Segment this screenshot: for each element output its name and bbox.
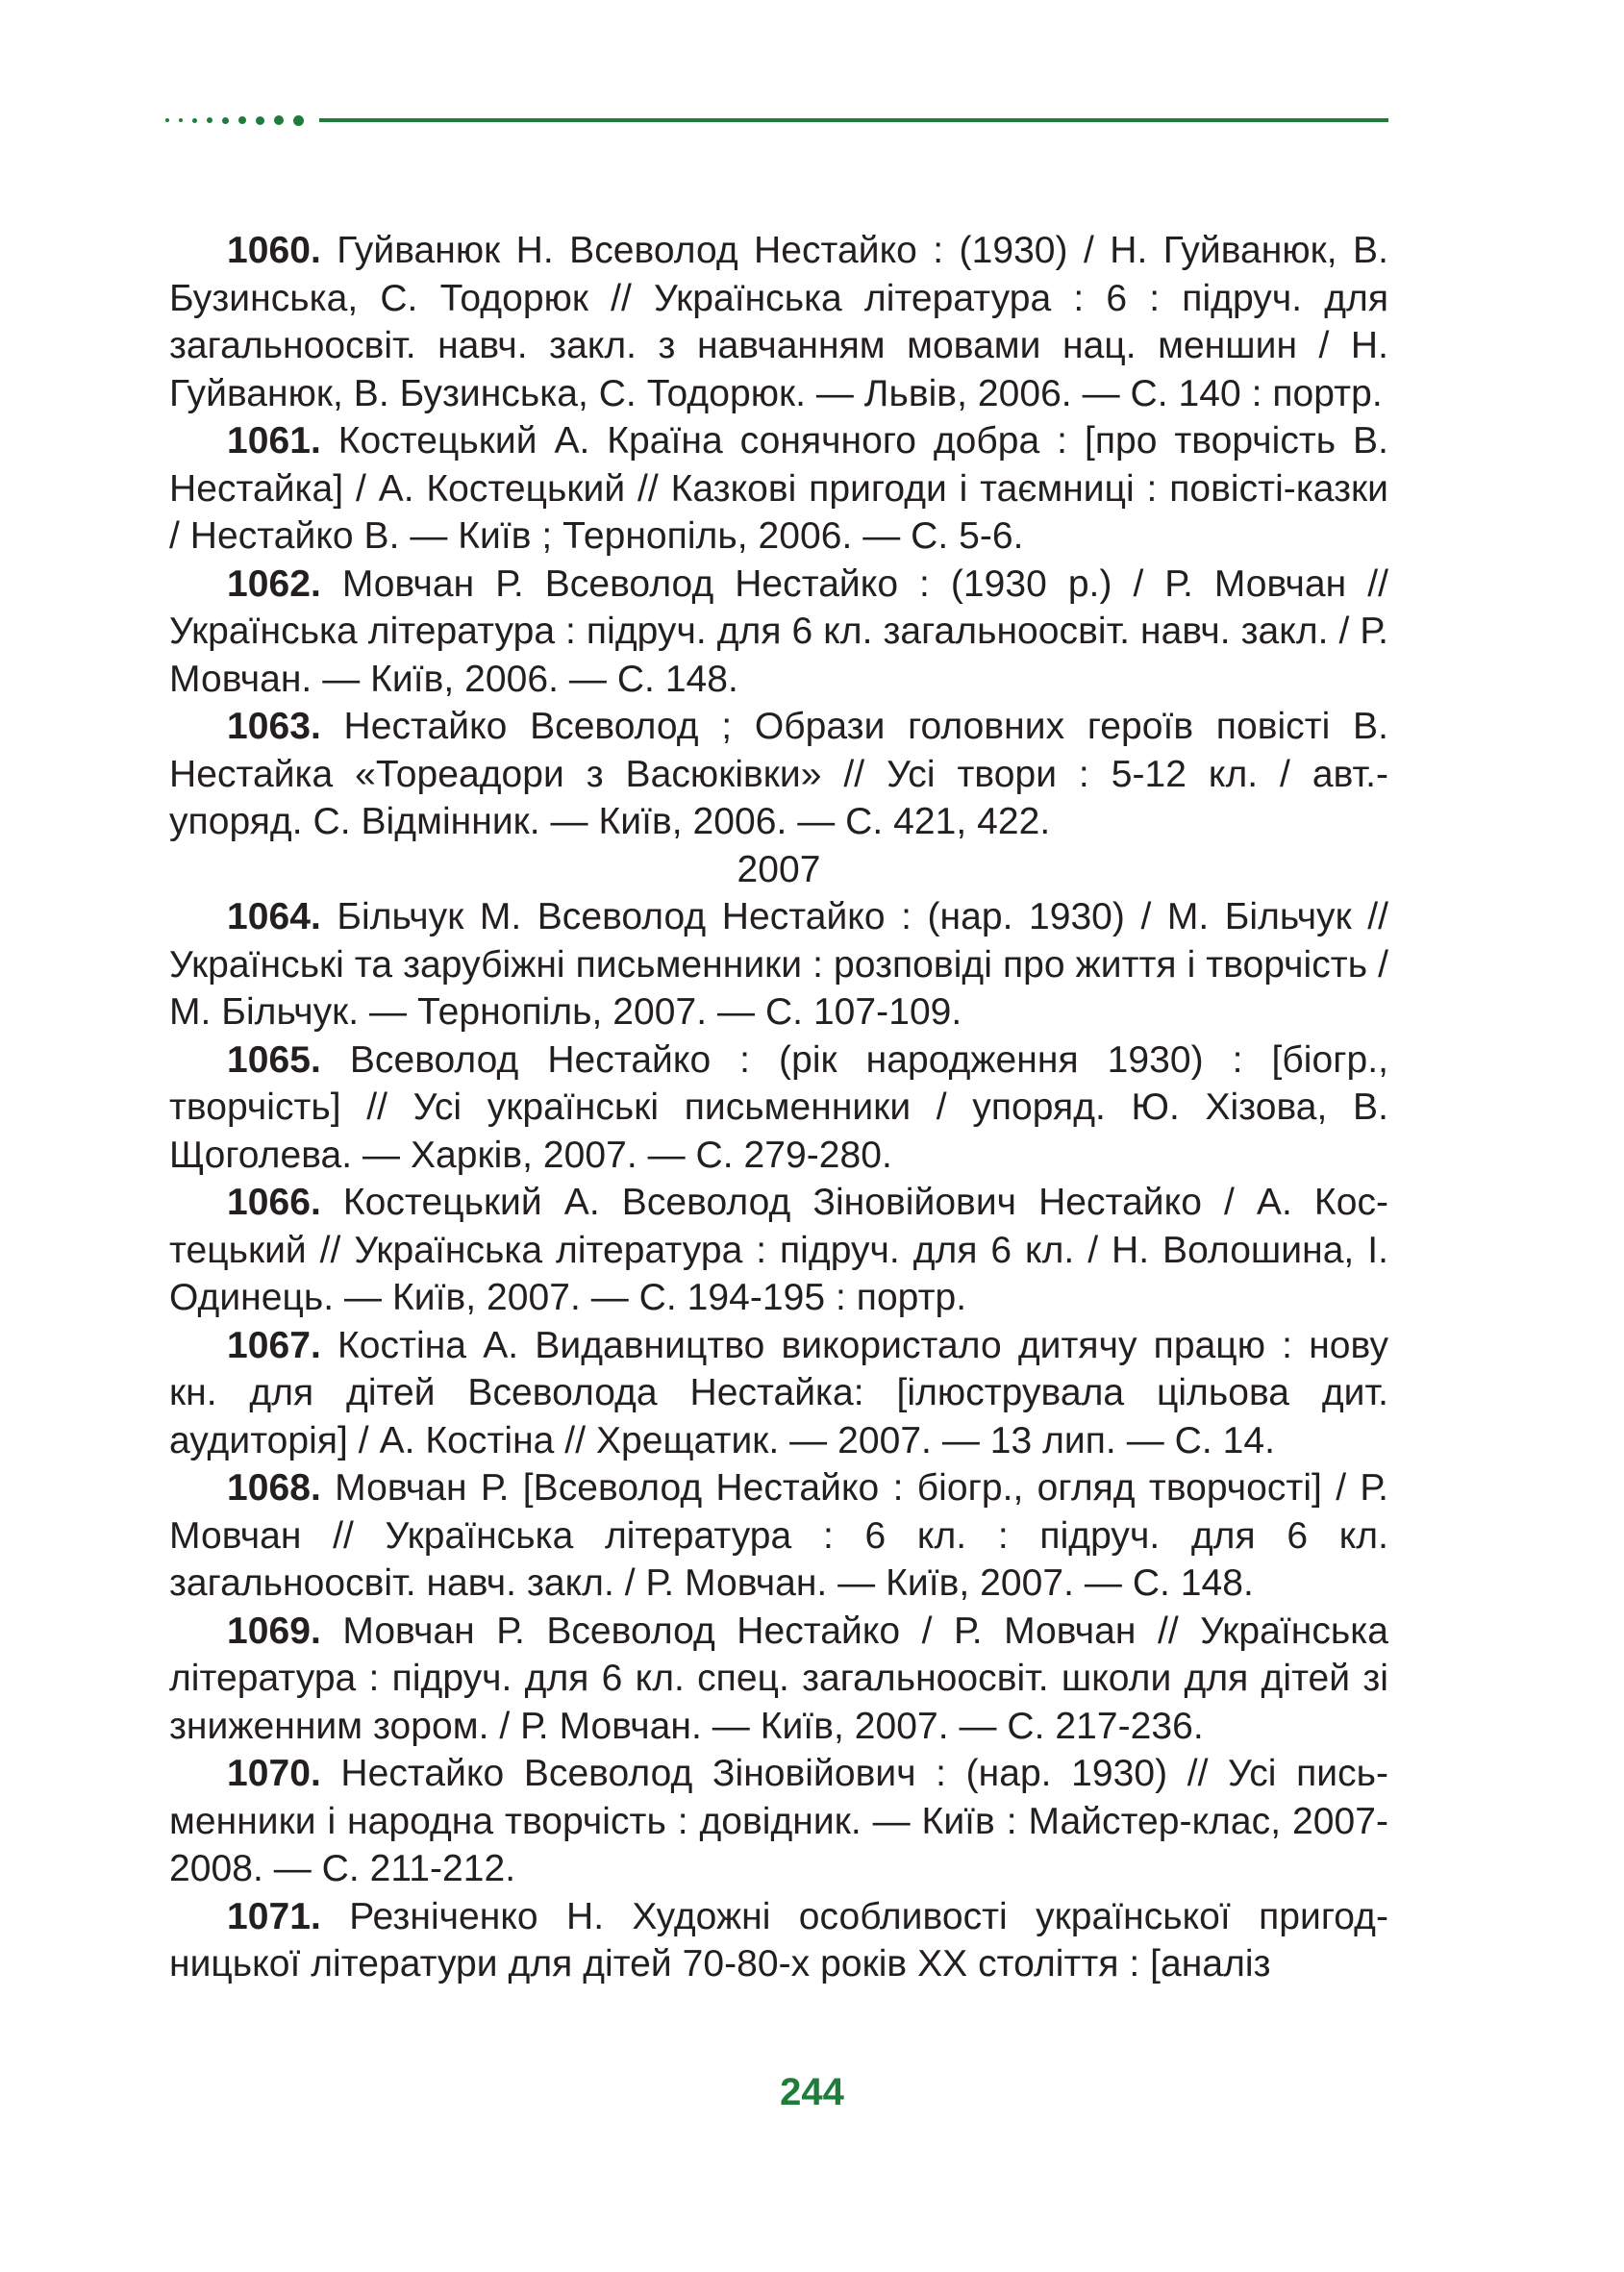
entry-text: Більчук М. Всеволод Нестайко : (нар. 1930) / М. Більчук // Українські та зарубіжні письменники : розповіді про життя і творчість / М. Більчук. — Тернопіль, 2007. — С. 107-109. <box>169 896 1388 1033</box>
bibliography-entry <box>169 1750 1388 1893</box>
entry-text: Гуйванюк Н. Всеволод Нестайко : (1930) / Н. Гуйванюк, В. Бузинська, С. Тодорюк // Українська література : 6 : підруч. для загальноосвіт. навч. закл. з навчанням мовами нац. меншин / Н. Гуйванюк, В. Бузинська, С. Тодорюк. — Львів, 2006. — С. 140 : портр. <box>169 230 1388 414</box>
header-rule <box>165 113 1388 127</box>
entry-text: Всеволод Нестайко : (рік народження 1930) : [біогр., творчість] // Усі українські письменники / упоряд. Ю. Хізова, В. Щоголева. — Харків, 2007. — С. 279-280. <box>169 1038 1388 1176</box>
entry-number: 1071. <box>227 1895 321 1937</box>
entry-number: 1062. <box>227 562 321 605</box>
bibliography-entry <box>169 1036 1388 1180</box>
header-dot <box>238 116 246 124</box>
entry-number: 1065. <box>227 1038 321 1081</box>
entry-text: Костіна А. Видавництво використало дитячу працю : нову кн. для дітей Всеволода Нестайка: [ілюструвала цільова дит. аудиторія] / А. Костіна // Хрещатик. — 2007. — 13 лип. — С. 14. <box>169 1324 1388 1461</box>
header-dots <box>165 113 313 127</box>
entry-number: 1069. <box>227 1610 321 1652</box>
entry-text: Мовчан Р. Всеволод Нестайко : (1930 р.) / Р. Мовчан // Українська література : підруч. для 6 кл. загальноосвіт. навч. закл. / Р. Мовчан. — Київ, 2006. — С. 148. <box>169 562 1388 700</box>
header-dot <box>165 118 169 122</box>
entry-number: 1060. <box>227 230 321 271</box>
entry-number: 1063. <box>227 706 321 747</box>
header-dot <box>179 118 183 122</box>
entry-number: 1061. <box>227 420 321 462</box>
header-dot <box>222 117 229 124</box>
entry-text: Мовчан Р. Всеволод Нестайко / Р. Мовчан // Українська література : підруч. для 6 кл. спец. загальноосвіт. школи для дітей зі зниженним зором. / Р. Мовчан. — Київ, 2007. — С. 217-236. <box>169 1610 1388 1747</box>
bibliography-entry <box>169 227 1388 417</box>
bibliography-entry <box>169 703 1388 846</box>
entry-number: 1068. <box>227 1467 321 1509</box>
entries-2007 <box>169 893 1388 1988</box>
bibliography-entry <box>169 1179 1388 1322</box>
bibliography-entry <box>169 1322 1388 1465</box>
year-heading: 2007 <box>737 848 821 890</box>
page-number: 244 <box>780 2071 844 2113</box>
entry-text: Костецький А. Всеволод Зіновійович Нестайко / А. Костецький // Українська література : підруч. для 6 кл. / Н. Волошина, І. Одинець. — Київ, 2007. — С. 194-195 : портр. <box>169 1182 1388 1318</box>
bibliography-entry <box>169 1893 1388 1988</box>
entry-text: Нестайко Всеволод Зіновійович : (нар. 1930) // Усі письменники і народна творчість : довідник. — Київ : Майстер-клас, 2007-2008. — С. 211-212. <box>169 1753 1388 1889</box>
header-dot <box>293 115 304 126</box>
entry-number: 1064. <box>227 896 321 937</box>
bibliography-list <box>169 227 1388 1988</box>
entry-text: Резніченко Н. Художні особливості української пригодницької літератури для дітей 70-80-х років XX століття : [аналіз <box>169 1895 1388 1985</box>
entry-text: Костецький А. Країна сонячного добра : [про творчість В. Нестайка] / А. Костецький // Казкові пригоди і таємниці : повісті-казки / Нестайко В. — Київ ; Тернопіль, 2006. — С. 5-6. <box>169 420 1388 557</box>
entries-2006 <box>169 227 1388 846</box>
bibliography-entry <box>169 417 1388 561</box>
entry-number: 1067. <box>227 1324 321 1366</box>
header-dot <box>256 116 264 125</box>
bibliography-entry <box>169 561 1388 704</box>
bibliography-entry <box>169 893 1388 1036</box>
bibliography-entry <box>169 1608 1388 1751</box>
header-dot <box>207 117 212 123</box>
header-dot <box>274 115 284 125</box>
entry-number: 1070. <box>227 1753 321 1794</box>
entry-text: Нестайко Всеволод ; Образи головних героїв повісті В. Нестайка «Тореадори з Васюківки» // Усі твори : 5-12 кл. / авт.-упоряд. С. Відмінник. — Київ, 2006. — С. 421, 422. <box>169 706 1388 842</box>
entry-text: Мовчан Р. [Всеволод Нестайко : біогр., огляд творчості] / Р. Мовчан // Українська література : 6 кл. : підруч. для 6 кл. загальноосвіт. навч. закл. / Р. Мовчан. — Київ, 2007. — С. 148. <box>169 1467 1388 1604</box>
entry-number: 1066. <box>227 1182 321 1223</box>
header-line <box>319 118 1388 122</box>
bibliography-entry <box>169 1464 1388 1608</box>
header-dot <box>192 118 197 123</box>
